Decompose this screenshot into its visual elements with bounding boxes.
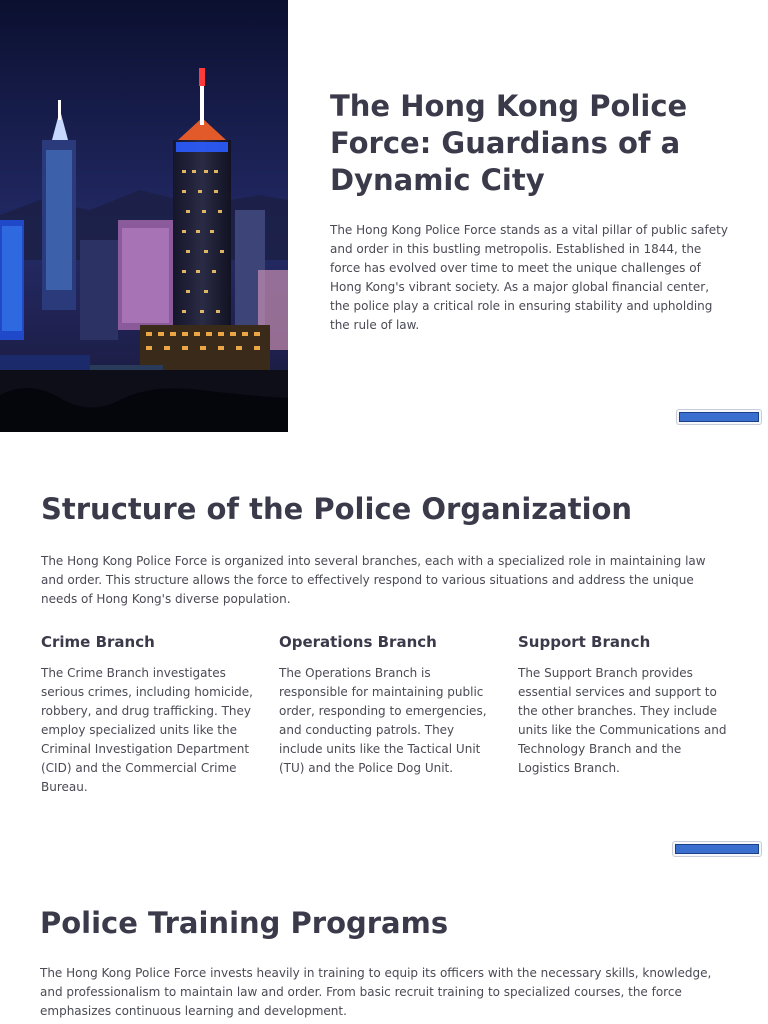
hong-kong-skyline-image [0,0,288,432]
branch-description: The Operations Branch is responsible for maintaining public order, responding to emergencies, and conducting patrols. They include units like the Tactical Unit (TU) and the Police Dog Unit. [279,666,487,775]
horizontal-scrollbar[interactable] [676,409,762,425]
branch-title: Crime Branch [41,633,155,651]
structure-title: Structure of the Police Organization [41,492,633,526]
branch-card-crime [41,631,253,797]
hero-intro-paragraph: The Hong Kong Police Force stands as a vital pillar of public safety and order in this bustling metropolis. Established in 1844, the force has evolved over time to meet the unique challenges of Hong Kong's vibrant society. As a major global financial center, the police play a critical role in ensuring stability and upholding the rule of law. [330,223,728,332]
branch-description: The Support Branch provides essential services and support to the other branches. They include units like the Communications and Technology Branch and the Logistics Branch. [518,666,727,775]
branch-title: Support Branch [518,633,651,651]
branch-card-operations [279,631,491,778]
branch-card-support [518,631,730,778]
horizontal-scrollbar[interactable] [672,841,762,857]
structure-intro-paragraph: The Hong Kong Police Force is organized into several branches, each with a specialized role in maintaining law and order. This structure allows the force to effectively respond to various situations and address the unique needs of Hong Kong's diverse population. [41,554,706,606]
training-intro-paragraph: The Hong Kong Police Force invests heavily in training to equip its officers with the necessary skills, knowledge, and professionalism to maintain law and order. From basic recruit training to specialized courses, the force emphasizes continuous learning and development. [40,966,712,1018]
hero-section [0,0,768,432]
branch-title: Operations Branch [279,633,437,651]
branch-description: The Crime Branch investigates serious crimes, including homicide, robbery, and drug trafficking. They employ specialized units like the Criminal Investigation Department (CID) and the Commercial Crime Bureau. [41,666,253,794]
hero-text [330,88,730,335]
scrollbar-thumb[interactable] [679,412,759,422]
branch-cards [41,631,741,811]
training-title: Police Training Programs [40,906,449,940]
structure-section [41,490,731,609]
scrollbar-thumb[interactable] [675,844,759,854]
hero-title: The Hong Kong Police Force: Guardians of a Dynamic City [330,89,688,197]
training-section [40,904,730,1021]
